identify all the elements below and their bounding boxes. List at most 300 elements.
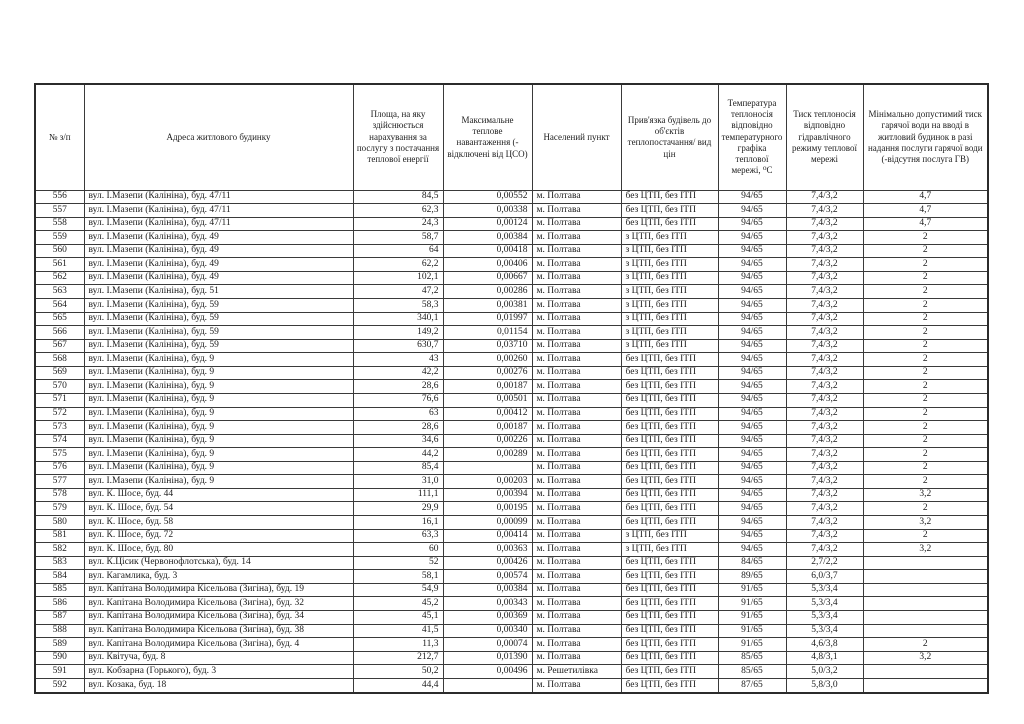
- table-cell: вул. І.Мазепи (Калініна), буд. 9: [84, 393, 353, 407]
- table-cell: 564: [35, 299, 84, 313]
- table-cell: 7,4/3,2: [786, 190, 863, 204]
- table-cell: м. Полтава: [532, 448, 621, 462]
- table-cell: 7,4/3,2: [786, 488, 863, 502]
- table-cell: вул. І.Мазепи (Калініна), буд. 9: [84, 448, 353, 462]
- table-cell: 0,03710: [443, 339, 532, 353]
- table-cell: 3,2: [863, 651, 988, 665]
- table-row: [35, 285, 988, 299]
- table-cell: 4,8/3,1: [786, 651, 863, 665]
- table-row: [35, 271, 988, 285]
- table-cell: 94/65: [718, 244, 786, 258]
- table-cell: 94/65: [718, 353, 786, 367]
- table-cell: 589: [35, 638, 84, 652]
- column-header: Мінімально допустимий тиск гарячої води на вводі в житловий будинок в разі надання послуги гарячої води (-відсутня послуга ГВ): [863, 84, 988, 190]
- table-cell: 2: [863, 312, 988, 326]
- table-cell: 212,7: [353, 651, 443, 665]
- table-cell: [863, 597, 988, 611]
- table-cell: вул. Кобзарна (Горького), буд. 3: [84, 665, 353, 679]
- table-cell: без ЦТП, без ІТП: [621, 421, 718, 435]
- column-header: Тиск теплоносія відповідно гідравлічного режиму теплової мережі: [786, 84, 863, 190]
- table-cell: [863, 556, 988, 570]
- table-cell: 28,6: [353, 421, 443, 435]
- table-cell: 590: [35, 651, 84, 665]
- table-cell: 52: [353, 556, 443, 570]
- table-row: [35, 299, 988, 313]
- table-cell: 7,4/3,2: [786, 258, 863, 272]
- table-cell: 94/65: [718, 407, 786, 421]
- table-row: [35, 461, 988, 475]
- table-cell: з ЦТП, без ІТП: [621, 271, 718, 285]
- table-row: [35, 407, 988, 421]
- table-cell: 94/65: [718, 217, 786, 231]
- table-cell: вул. І.Мазепи (Калініна), буд. 49: [84, 271, 353, 285]
- table-cell: м. Полтава: [532, 434, 621, 448]
- table-cell: 0,00195: [443, 502, 532, 516]
- table-cell: 58,3: [353, 299, 443, 313]
- table-cell: [443, 678, 532, 693]
- table-cell: 44,2: [353, 448, 443, 462]
- table-cell: з ЦТП, без ІТП: [621, 258, 718, 272]
- table-cell: 7,4/3,2: [786, 353, 863, 367]
- table-cell: 34,6: [353, 434, 443, 448]
- table-cell: без ЦТП, без ІТП: [621, 353, 718, 367]
- table-cell: 7,4/3,2: [786, 231, 863, 245]
- table-row: [35, 190, 988, 204]
- table-cell: 566: [35, 326, 84, 340]
- table-cell: 94/65: [718, 299, 786, 313]
- table-cell: з ЦТП, без ІТП: [621, 543, 718, 557]
- table-cell: 587: [35, 610, 84, 624]
- table-cell: з ЦТП, без ІТП: [621, 285, 718, 299]
- table-cell: з ЦТП, без ІТП: [621, 244, 718, 258]
- table-cell: без ЦТП, без ІТП: [621, 638, 718, 652]
- table-cell: 91/65: [718, 597, 786, 611]
- table-cell: 0,00667: [443, 271, 532, 285]
- table-cell: без ЦТП, без ІТП: [621, 610, 718, 624]
- table-cell: 0,00260: [443, 353, 532, 367]
- table-cell: 576: [35, 461, 84, 475]
- table-row: [35, 475, 988, 489]
- table-cell: без ЦТП, без ІТП: [621, 475, 718, 489]
- table-cell: 4,6/3,8: [786, 638, 863, 652]
- table-cell: 4,7: [863, 190, 988, 204]
- table-cell: 0,01997: [443, 312, 532, 326]
- table-cell: вул. І.Мазепи (Калініна), буд. 49: [84, 244, 353, 258]
- table-cell: вул. Капітана Володимира Кісельова (Зигіна), буд. 38: [84, 624, 353, 638]
- table-cell: 94/65: [718, 434, 786, 448]
- table-cell: без ЦТП, без ІТП: [621, 204, 718, 218]
- table-cell: 5,3/3,4: [786, 597, 863, 611]
- table-cell: 579: [35, 502, 84, 516]
- table-cell: 91/65: [718, 583, 786, 597]
- table-cell: 560: [35, 244, 84, 258]
- table-cell: 0,01154: [443, 326, 532, 340]
- table-cell: 7,4/3,2: [786, 299, 863, 313]
- table-body: [35, 190, 988, 693]
- table-cell: 2: [863, 326, 988, 340]
- table-cell: 584: [35, 570, 84, 584]
- table-cell: м. Полтава: [532, 190, 621, 204]
- table-cell: 85,4: [353, 461, 443, 475]
- table-cell: без ЦТП, без ІТП: [621, 570, 718, 584]
- table-cell: 0,00226: [443, 434, 532, 448]
- table-cell: 558: [35, 217, 84, 231]
- table-cell: 62,2: [353, 258, 443, 272]
- table-cell: без ЦТП, без ІТП: [621, 516, 718, 530]
- table-cell: без ЦТП, без ІТП: [621, 366, 718, 380]
- table-cell: 571: [35, 393, 84, 407]
- table-cell: м. Полтава: [532, 312, 621, 326]
- table-cell: без ЦТП, без ІТП: [621, 407, 718, 421]
- table-cell: 42,2: [353, 366, 443, 380]
- table-cell: 561: [35, 258, 84, 272]
- table-cell: 91/65: [718, 638, 786, 652]
- table-cell: 7,4/3,2: [786, 244, 863, 258]
- table-cell: м. Полтава: [532, 258, 621, 272]
- table-cell: 47,2: [353, 285, 443, 299]
- table-cell: 0,00338: [443, 204, 532, 218]
- table-cell: 340,1: [353, 312, 443, 326]
- table-cell: 0,00124: [443, 217, 532, 231]
- table-cell: 2: [863, 434, 988, 448]
- table-cell: 0,00343: [443, 597, 532, 611]
- table-cell: без ЦТП, без ІТП: [621, 217, 718, 231]
- table-row: [35, 448, 988, 462]
- table-cell: 41,5: [353, 624, 443, 638]
- table-cell: 567: [35, 339, 84, 353]
- table-cell: 85/65: [718, 665, 786, 679]
- table-cell: 573: [35, 421, 84, 435]
- table-cell: 7,4/3,2: [786, 434, 863, 448]
- table-cell: 7,4/3,2: [786, 475, 863, 489]
- table-cell: 568: [35, 353, 84, 367]
- table-cell: 575: [35, 448, 84, 462]
- table-cell: вул. Квітуча, буд. 8: [84, 651, 353, 665]
- table-cell: 559: [35, 231, 84, 245]
- table-cell: з ЦТП, без ІТП: [621, 299, 718, 313]
- table-cell: 7,4/3,2: [786, 204, 863, 218]
- table-cell: м. Полтава: [532, 461, 621, 475]
- table-cell: [863, 665, 988, 679]
- table-cell: вул. К.Цісик (Червонофлотська), буд. 14: [84, 556, 353, 570]
- table-cell: без ЦТП, без ІТП: [621, 651, 718, 665]
- table-cell: 94/65: [718, 258, 786, 272]
- column-header: Площа, на яку здійснюється нарахування за послугу з постачання теплової енергії: [353, 84, 443, 190]
- table-cell: м. Решетилівка: [532, 665, 621, 679]
- table-cell: 0,00418: [443, 244, 532, 258]
- table-cell: 31,0: [353, 475, 443, 489]
- table-cell: 0,00496: [443, 665, 532, 679]
- table-cell: 7,4/3,2: [786, 502, 863, 516]
- table-cell: вул. Капітана Володимира Кісельова (Зигіна), буд. 4: [84, 638, 353, 652]
- table-cell: вул. І.Мазепи (Калініна), буд. 59: [84, 326, 353, 340]
- table-cell: 562: [35, 271, 84, 285]
- table-cell: 7,4/3,2: [786, 271, 863, 285]
- table-cell: [863, 570, 988, 584]
- table-cell: без ЦТП, без ІТП: [621, 380, 718, 394]
- table-cell: 7,4/3,2: [786, 461, 863, 475]
- table-cell: м. Полтава: [532, 407, 621, 421]
- table-cell: 7,4/3,2: [786, 543, 863, 557]
- table-cell: вул. І.Мазепи (Калініна), буд. 9: [84, 461, 353, 475]
- column-header: Прив'язка будівель до об'єктів теплопостачання/ вид цін: [621, 84, 718, 190]
- table-cell: 0,00406: [443, 258, 532, 272]
- table-cell: 84/65: [718, 556, 786, 570]
- table-cell: м. Полтава: [532, 271, 621, 285]
- table-row: [35, 665, 988, 679]
- table-cell: 0,00394: [443, 488, 532, 502]
- table-cell: вул. І.Мазепи (Калініна), буд. 51: [84, 285, 353, 299]
- table-cell: 2: [863, 339, 988, 353]
- table-cell: вул. І.Мазепи (Калініна), буд. 9: [84, 407, 353, 421]
- table-cell: 557: [35, 204, 84, 218]
- table-row: [35, 610, 988, 624]
- table-cell: м. Полтава: [532, 556, 621, 570]
- table-cell: 4,7: [863, 204, 988, 218]
- table-cell: 2: [863, 421, 988, 435]
- table-row: [35, 217, 988, 231]
- table-cell: 7,4/3,2: [786, 448, 863, 462]
- table-cell: 565: [35, 312, 84, 326]
- table-cell: з ЦТП, без ІТП: [621, 312, 718, 326]
- table-cell: 2: [863, 407, 988, 421]
- table-row: [35, 434, 988, 448]
- table-cell: 574: [35, 434, 84, 448]
- table-cell: 0,00286: [443, 285, 532, 299]
- table-cell: м. Полтава: [532, 543, 621, 557]
- table-cell: вул. І.Мазепи (Калініна), буд. 59: [84, 339, 353, 353]
- table-row: [35, 380, 988, 394]
- table-cell: 5,0/3,2: [786, 665, 863, 679]
- table-cell: вул. І.Мазепи (Калініна), буд. 59: [84, 299, 353, 313]
- table-cell: 0,00187: [443, 380, 532, 394]
- heating-buildings-table: [34, 83, 989, 694]
- table-cell: без ЦТП, без ІТП: [621, 502, 718, 516]
- table-row: [35, 339, 988, 353]
- table-row: [35, 244, 988, 258]
- table-cell: 11,3: [353, 638, 443, 652]
- table-cell: 0,00203: [443, 475, 532, 489]
- table-cell: вул. К. Шосе, буд. 44: [84, 488, 353, 502]
- table-cell: 94/65: [718, 326, 786, 340]
- table-cell: 0,00363: [443, 543, 532, 557]
- column-header: Максимальне теплове навантаження (-відключені від ЦСО): [443, 84, 532, 190]
- table-cell: 85/65: [718, 651, 786, 665]
- table-cell: 0,00384: [443, 583, 532, 597]
- table-cell: 2: [863, 448, 988, 462]
- table-cell: м. Полтава: [532, 393, 621, 407]
- table-cell: 2: [863, 502, 988, 516]
- table-cell: м. Полтава: [532, 326, 621, 340]
- table-cell: м. Полтава: [532, 678, 621, 693]
- table-cell: без ЦТП, без ІТП: [621, 190, 718, 204]
- table-cell: 3,2: [863, 488, 988, 502]
- table-cell: 94/65: [718, 231, 786, 245]
- table-cell: з ЦТП, без ІТП: [621, 339, 718, 353]
- table-cell: вул. К. Шосе, буд. 54: [84, 502, 353, 516]
- table-cell: 578: [35, 488, 84, 502]
- table-row: [35, 624, 988, 638]
- table-cell: 585: [35, 583, 84, 597]
- table-cell: 7,4/3,2: [786, 285, 863, 299]
- table-row: [35, 231, 988, 245]
- table-cell: вул. І.Мазепи (Калініна), буд. 59: [84, 312, 353, 326]
- table-cell: 91/65: [718, 624, 786, 638]
- table-cell: 5,3/3,4: [786, 610, 863, 624]
- table-cell: 64: [353, 244, 443, 258]
- table-cell: 94/65: [718, 543, 786, 557]
- table-cell: вул. І.Мазепи (Калініна), буд. 9: [84, 421, 353, 435]
- table-row: [35, 204, 988, 218]
- table-cell: 0,00289: [443, 448, 532, 462]
- table-cell: 76,6: [353, 393, 443, 407]
- table-cell: м. Полтава: [532, 624, 621, 638]
- table-cell: 5,8/3,0: [786, 678, 863, 693]
- table-cell: 44,4: [353, 678, 443, 693]
- table-cell: м. Полтава: [532, 610, 621, 624]
- table-row: [35, 678, 988, 693]
- table-cell: 0,00426: [443, 556, 532, 570]
- table-cell: 7,4/3,2: [786, 312, 863, 326]
- table-cell: 94/65: [718, 312, 786, 326]
- table-row: [35, 570, 988, 584]
- table-cell: м. Полтава: [532, 204, 621, 218]
- table-cell: з ЦТП, без ІТП: [621, 529, 718, 543]
- table-cell: 577: [35, 475, 84, 489]
- table-cell: 63,3: [353, 529, 443, 543]
- table-cell: 591: [35, 665, 84, 679]
- table-cell: 0,00276: [443, 366, 532, 380]
- table-cell: вул. Капітана Володимира Кісельова (Зигіна), буд. 32: [84, 597, 353, 611]
- table-row: [35, 353, 988, 367]
- table-cell: 94/65: [718, 461, 786, 475]
- table-cell: 7,4/3,2: [786, 529, 863, 543]
- table-cell: 0,00369: [443, 610, 532, 624]
- table-cell: вул. К. Шосе, буд. 58: [84, 516, 353, 530]
- table-cell: 29,9: [353, 502, 443, 516]
- table-cell: [863, 610, 988, 624]
- table-cell: м. Полтава: [532, 231, 621, 245]
- table-cell: 149,2: [353, 326, 443, 340]
- table-row: [35, 651, 988, 665]
- table-cell: без ЦТП, без ІТП: [621, 488, 718, 502]
- table-cell: [863, 624, 988, 638]
- table-cell: 16,1: [353, 516, 443, 530]
- table-cell: м. Полтава: [532, 217, 621, 231]
- table-cell: без ЦТП, без ІТП: [621, 583, 718, 597]
- table-cell: вул. К. Шосе, буд. 72: [84, 529, 353, 543]
- table-cell: 50,2: [353, 665, 443, 679]
- table-cell: 2: [863, 475, 988, 489]
- table-cell: 556: [35, 190, 84, 204]
- table-cell: 2: [863, 244, 988, 258]
- table-cell: 94/65: [718, 339, 786, 353]
- table-cell: 7,4/3,2: [786, 366, 863, 380]
- table-cell: м. Полтава: [532, 244, 621, 258]
- table-cell: 0,00187: [443, 421, 532, 435]
- table-cell: 7,4/3,2: [786, 326, 863, 340]
- table-cell: з ЦТП, без ІТП: [621, 326, 718, 340]
- table-cell: 84,5: [353, 190, 443, 204]
- table-cell: 2: [863, 529, 988, 543]
- column-header: Адреса житлового будинку: [84, 84, 353, 190]
- table-cell: 2: [863, 353, 988, 367]
- table-cell: 94/65: [718, 516, 786, 530]
- table-row: [35, 502, 988, 516]
- table-cell: 102,1: [353, 271, 443, 285]
- table-cell: м. Полтава: [532, 502, 621, 516]
- table-cell: вул. І.Мазепи (Калініна), буд. 9: [84, 366, 353, 380]
- table-cell: вул. І.Мазепи (Калініна), буд. 9: [84, 475, 353, 489]
- table-row: [35, 258, 988, 272]
- table-cell: 592: [35, 678, 84, 693]
- table-cell: вул. І.Мазепи (Калініна), буд. 47/11: [84, 190, 353, 204]
- table-cell: 580: [35, 516, 84, 530]
- table-cell: 563: [35, 285, 84, 299]
- table-cell: 94/65: [718, 380, 786, 394]
- column-header: Температура теплоносія відповідно температурного графіка теплової мережі, ⁰С: [718, 84, 786, 190]
- table-cell: 2: [863, 258, 988, 272]
- table-cell: 7,4/3,2: [786, 217, 863, 231]
- table-row: [35, 638, 988, 652]
- table-cell: вул. І.Мазепи (Калініна), буд. 9: [84, 353, 353, 367]
- table-cell: вул. І.Мазепи (Калініна), буд. 47/11: [84, 217, 353, 231]
- table-cell: м. Полтава: [532, 597, 621, 611]
- table-row: [35, 393, 988, 407]
- table-cell: м. Полтава: [532, 380, 621, 394]
- table-cell: [863, 583, 988, 597]
- table-cell: 6,0/3,7: [786, 570, 863, 584]
- table-cell: 94/65: [718, 204, 786, 218]
- table-cell: м. Полтава: [532, 421, 621, 435]
- table-cell: вул. І.Мазепи (Калініна), буд. 9: [84, 434, 353, 448]
- table-cell: вул. І.Мазепи (Калініна), буд. 9: [84, 380, 353, 394]
- table-cell: без ЦТП, без ІТП: [621, 624, 718, 638]
- table-cell: 94/65: [718, 502, 786, 516]
- table-cell: 0,00574: [443, 570, 532, 584]
- table-cell: 43: [353, 353, 443, 367]
- table-cell: без ЦТП, без ІТП: [621, 434, 718, 448]
- table-cell: 569: [35, 366, 84, 380]
- table-cell: 5,3/3,4: [786, 624, 863, 638]
- table-cell: 54,9: [353, 583, 443, 597]
- table-cell: м. Полтава: [532, 583, 621, 597]
- table-cell: вул. К. Шосе, буд. 80: [84, 543, 353, 557]
- table-cell: 3,2: [863, 543, 988, 557]
- table-cell: 572: [35, 407, 84, 421]
- table-cell: 94/65: [718, 271, 786, 285]
- table-cell: 583: [35, 556, 84, 570]
- table-cell: м. Полтава: [532, 651, 621, 665]
- table-row: [35, 543, 988, 557]
- table-cell: 45,1: [353, 610, 443, 624]
- table-cell: 0,00501: [443, 393, 532, 407]
- table-cell: 28,6: [353, 380, 443, 394]
- table-row: [35, 366, 988, 380]
- table-cell: 60: [353, 543, 443, 557]
- table-cell: 7,4/3,2: [786, 407, 863, 421]
- table-cell: 586: [35, 597, 84, 611]
- table-cell: 62,3: [353, 204, 443, 218]
- table-cell: 2: [863, 638, 988, 652]
- table-cell: м. Полтава: [532, 570, 621, 584]
- table-cell: 94/65: [718, 393, 786, 407]
- table-cell: 94/65: [718, 285, 786, 299]
- table-cell: без ЦТП, без ІТП: [621, 448, 718, 462]
- table-cell: 2: [863, 231, 988, 245]
- table-cell: 0,00074: [443, 638, 532, 652]
- table-cell: 94/65: [718, 488, 786, 502]
